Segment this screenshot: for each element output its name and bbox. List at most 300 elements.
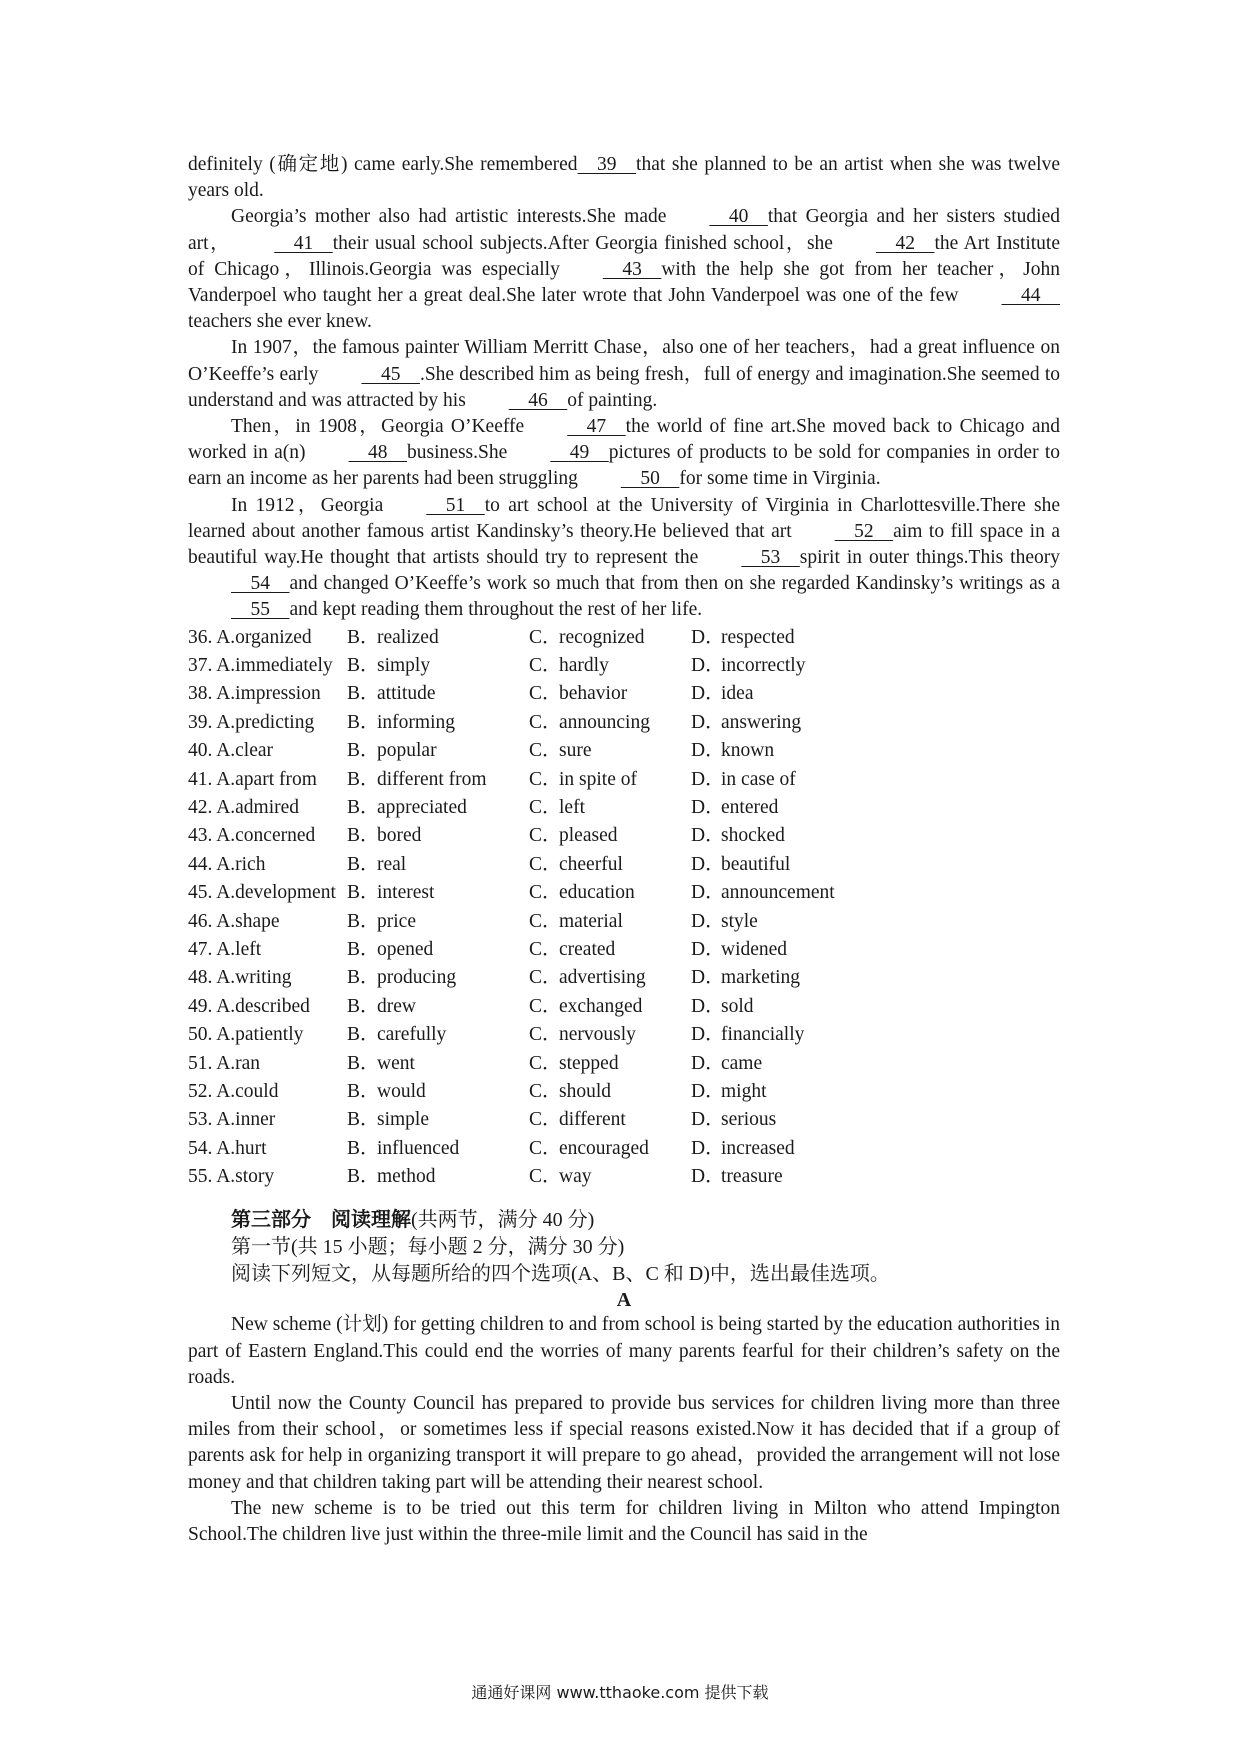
option-c [529, 737, 691, 765]
option-a-text: A.clear [216, 740, 274, 762]
option-b [343, 851, 529, 879]
cloze-text: pictures of products to be sold for companies in order to earn an income as her parents had been struggling [188, 442, 1060, 490]
option-c-text: nervously [559, 1024, 636, 1046]
option-b [343, 993, 529, 1021]
option-letter: C． [529, 626, 562, 648]
cloze-blank: 41 [274, 232, 333, 254]
option-d [691, 1050, 891, 1078]
section-title-bold: 第三部分 阅读理解 [231, 1209, 411, 1232]
option-a [188, 879, 343, 907]
option-letter: B． [347, 1137, 380, 1159]
option-letter: B． [347, 853, 380, 875]
question-number: 54. [188, 1137, 217, 1159]
option-a-text: A.described [216, 995, 310, 1017]
option-letter: B． [347, 797, 380, 818]
question-number: 39. [188, 711, 217, 733]
option-row [188, 822, 1060, 850]
option-d [691, 709, 891, 737]
question-number: 44. [188, 853, 217, 875]
option-letter: C． [529, 1052, 562, 1074]
option-c-text: sure [559, 740, 592, 762]
option-letter: D． [691, 683, 725, 705]
option-letter: D． [691, 626, 725, 648]
option-c-text: recognized [559, 626, 645, 648]
option-letter: C． [529, 797, 562, 818]
option-a-text: A.writing [216, 967, 292, 989]
option-letter: B． [347, 995, 380, 1017]
option-c [529, 1078, 691, 1106]
option-d-text: came [721, 1052, 763, 1074]
cloze-text: their usual school subjects.After Georgia finished school，she [332, 232, 833, 254]
option-letter: B． [347, 1024, 380, 1046]
option-c-text: cheerful [559, 853, 623, 875]
cloze-text: and changed O’Keeffe’s work so much that from then on she regarded Kandinsky’s writings as a [289, 573, 1060, 595]
option-letter: D． [691, 740, 725, 762]
option-c-text: stepped [559, 1052, 619, 1074]
option-b [343, 936, 529, 964]
option-b-text: attitude [377, 683, 436, 705]
option-c [529, 794, 691, 822]
cloze-text: business.She [407, 442, 508, 464]
option-c-text: encouraged [559, 1137, 649, 1159]
option-a [188, 794, 343, 822]
option-letter: D． [691, 967, 725, 989]
option-row [188, 624, 1060, 652]
question-number: 41. [188, 768, 217, 790]
option-row [188, 993, 1060, 1021]
option-b [343, 1021, 529, 1049]
option-c [529, 822, 691, 850]
option-c-text: created [559, 938, 616, 960]
option-d [691, 794, 891, 822]
option-d-text: sold [721, 995, 754, 1017]
cloze-text: aim to fill space in a beautiful way.He thought that artists should try to represent the [188, 520, 1060, 569]
cloze-blank: 39 [577, 154, 637, 175]
option-a-text: A.left [216, 938, 262, 960]
question-number: 46. [188, 910, 217, 932]
option-letter: B． [347, 910, 380, 932]
option-letter: C． [529, 768, 562, 790]
option-a-text: A.organized [216, 626, 312, 648]
option-letter: D． [691, 882, 725, 904]
option-d [691, 879, 891, 907]
option-row [188, 1021, 1060, 1049]
passage-a-paragraph: The new scheme is to be tried out this term for children living in Milton who attend Impington School.The children live just within the three-mile limit and the Council has said in the [188, 1497, 1060, 1546]
cloze-blank: 47 [567, 416, 626, 438]
option-c [529, 851, 691, 879]
option-c-text: in spite of [559, 768, 637, 790]
option-letter: C． [529, 967, 562, 989]
cloze-paragraph [188, 152, 1060, 204]
option-b-text: influenced [377, 1137, 460, 1159]
option-d [691, 1106, 891, 1134]
cloze-blank: 51 [426, 494, 485, 516]
option-b-text: producing [377, 967, 457, 989]
option-a [188, 822, 343, 850]
option-c [529, 652, 691, 680]
option-d [691, 766, 891, 794]
option-d [691, 652, 891, 680]
cloze-text: teachers she ever knew. [188, 311, 372, 333]
option-letter: C． [529, 711, 562, 733]
option-d [691, 993, 891, 1021]
option-a-text: A.ran [216, 1052, 261, 1074]
option-c [529, 1135, 691, 1163]
cloze-blank: 45 [361, 363, 420, 385]
page-footer: 通通好课网 www.tthaoke.com 提供下载 [471, 1683, 769, 1702]
option-letter: D． [691, 1109, 725, 1131]
option-c [529, 993, 691, 1021]
question-number: 53. [188, 1109, 217, 1131]
cloze-text: spirit in outer things.This theory [799, 547, 1060, 569]
cloze-paragraph [188, 335, 1060, 414]
option-c-text: material [559, 910, 623, 932]
cloze-blank: 55 [231, 599, 290, 621]
option-b-text: drew [377, 995, 416, 1017]
option-letter: B． [347, 1109, 380, 1131]
cloze-text: to art school at the University of Virginia in Charlottesville.There she learned about another famous artist Kandinsky’s theory.He believed that art [188, 494, 1060, 542]
option-b-text: opened [377, 938, 434, 960]
question-number: 48. [188, 967, 217, 989]
cloze-text: .She described him as being fresh，full of energy and imagination.She seemed to understand and was attracted by his [188, 363, 1060, 411]
option-b [343, 1163, 529, 1191]
option-c-text: left [559, 797, 585, 818]
option-letter: C． [529, 938, 562, 960]
option-row [188, 1106, 1060, 1134]
option-a [188, 1135, 343, 1163]
option-row [188, 709, 1060, 737]
option-b [343, 680, 529, 708]
option-row [188, 964, 1060, 992]
section-subtitle: 第一节(共 15 小题；每小题 2 分，满分 30 分) [231, 1236, 625, 1259]
option-letter: B． [347, 938, 380, 960]
option-a-text: A.apart from [216, 768, 317, 790]
option-d-text: incorrectly [721, 655, 806, 677]
cloze-text: definitely (确定地) came early.She remembered [188, 154, 578, 175]
option-c-text: pleased [559, 825, 618, 847]
option-row [188, 652, 1060, 680]
option-letter: D． [691, 1137, 725, 1159]
option-b-text: interest [377, 882, 435, 904]
question-number: 42. [188, 797, 217, 818]
option-a-text: A.shape [216, 910, 280, 932]
cloze-passage [188, 152, 1060, 624]
option-letter: C． [529, 655, 562, 677]
option-b [343, 766, 529, 794]
option-d-text: might [721, 1080, 767, 1102]
option-c-text: behavior [559, 683, 628, 705]
option-a [188, 993, 343, 1021]
option-row [188, 680, 1060, 708]
option-letter: D． [691, 1080, 725, 1102]
cloze-paragraph [188, 204, 1060, 335]
option-letter: C． [529, 910, 562, 932]
passage-a [188, 1312, 1060, 1548]
option-d-text: increased [721, 1137, 795, 1159]
option-row [188, 936, 1060, 964]
question-number: 51. [188, 1052, 217, 1074]
question-number: 50. [188, 1024, 217, 1046]
option-b-text: real [377, 853, 407, 875]
option-row [188, 1050, 1060, 1078]
option-b-text: method [377, 1166, 436, 1188]
question-number: 45. [188, 882, 217, 904]
option-letter: C． [529, 1024, 562, 1046]
option-letter: C． [529, 740, 562, 762]
option-letter: B． [347, 1080, 380, 1102]
option-a [188, 680, 343, 708]
option-c [529, 1050, 691, 1078]
option-a-text: A.inner [216, 1109, 276, 1131]
option-a-text: A.development [216, 882, 336, 904]
cloze-blank: 44 [1001, 285, 1060, 307]
option-d-text: beautiful [721, 853, 791, 875]
option-d [691, 964, 891, 992]
option-row [188, 794, 1060, 822]
option-row [188, 766, 1060, 794]
option-letter: C． [529, 853, 562, 875]
option-c-text: way [559, 1166, 592, 1188]
cloze-blank: 50 [620, 468, 680, 490]
option-row [188, 1078, 1060, 1106]
option-letter: C． [529, 683, 562, 705]
question-number: 47. [188, 938, 217, 960]
option-d [691, 680, 891, 708]
option-a-text: A.hurt [216, 1137, 267, 1159]
option-row [188, 1163, 1060, 1191]
option-row [188, 851, 1060, 879]
option-b [343, 737, 529, 765]
document-page [188, 152, 1060, 1548]
option-b-text: price [377, 910, 416, 932]
cloze-text: with the help she got from her teacher，John Vanderpoel who taught her a great deal.She later wrote that John Vanderpoel was one of the few [188, 258, 1060, 307]
option-a [188, 624, 343, 652]
option-letter: B． [347, 1052, 380, 1074]
cloze-blank: 48 [348, 442, 408, 464]
option-letter: D． [691, 853, 725, 875]
cloze-text: the world of fine art.She moved back to Chicago and worked in a(n) [188, 416, 1060, 464]
option-d-text: shocked [721, 825, 785, 847]
option-c-text: advertising [559, 967, 646, 989]
option-d [691, 936, 891, 964]
cloze-blank: 42 [875, 232, 935, 254]
option-a [188, 1078, 343, 1106]
option-letter: C． [529, 995, 562, 1017]
option-c [529, 1163, 691, 1191]
cloze-blank: 52 [834, 520, 894, 542]
option-b-text: bored [377, 825, 422, 847]
option-letter: D． [691, 1166, 725, 1188]
cloze-text: Georgia’s mother also had artistic interests.She made [231, 206, 667, 228]
option-b-text: appreciated [377, 797, 467, 818]
option-letter: D． [691, 995, 725, 1017]
option-letter: D． [691, 938, 725, 960]
option-a [188, 936, 343, 964]
option-c-text: should [559, 1080, 612, 1102]
option-d-text: entered [721, 797, 779, 818]
option-letter: B． [347, 683, 380, 705]
cloze-text: of painting. [567, 389, 658, 411]
option-d-text: respected [721, 626, 795, 648]
option-b-text: different from [377, 768, 487, 790]
option-a [188, 652, 343, 680]
option-letter: B． [347, 1166, 380, 1188]
option-c [529, 936, 691, 964]
option-letter: C． [529, 882, 562, 904]
option-d-text: financially [721, 1024, 805, 1046]
cloze-blank: 40 [709, 206, 768, 228]
cloze-text: In 1907，the famous painter William Merritt Chase，also one of her teachers，had a great influence on O’Keeffe’s early [188, 337, 1060, 385]
option-b-text: realized [377, 626, 439, 648]
option-letter: D． [691, 797, 725, 818]
option-d [691, 822, 891, 850]
question-number: 40. [188, 740, 217, 762]
section-three [188, 1207, 1060, 1312]
cloze-blank: 43 [602, 258, 662, 280]
option-a-text: A.concerned [216, 825, 316, 847]
cloze-blank: 54 [231, 573, 290, 595]
option-c-text: different [559, 1109, 626, 1131]
option-d-text: known [721, 740, 775, 762]
option-d-text: treasure [721, 1166, 783, 1188]
option-c [529, 964, 691, 992]
passage-a-paragraph: New scheme (计划) for getting children to and from school is being started by the education authorities in part of Eastern England.This could end the worries of many parents fearful for their children’s safety on the roads. [188, 1314, 1060, 1388]
cloze-text: and kept reading them throughout the rest of her life. [289, 599, 703, 621]
option-letter: C． [529, 825, 562, 847]
question-number: 37. [188, 655, 217, 677]
option-c-text: announcing [559, 711, 650, 733]
option-a-text: A.story [216, 1166, 275, 1188]
option-b [343, 652, 529, 680]
option-c [529, 1106, 691, 1134]
option-b-text: informing [377, 711, 455, 733]
option-letter: B． [347, 711, 380, 733]
option-letter: B． [347, 655, 380, 677]
option-c-text: education [559, 882, 635, 904]
option-letter: C． [529, 1137, 562, 1159]
option-b [343, 1078, 529, 1106]
option-d-text: marketing [721, 967, 801, 989]
option-letter: D． [691, 711, 725, 733]
option-letter: C． [529, 1080, 562, 1102]
passage-heading: A [616, 1289, 632, 1312]
option-b-text: carefully [377, 1024, 447, 1046]
option-d-text: idea [721, 683, 754, 705]
option-a-text: A.admired [216, 797, 300, 818]
option-c [529, 1021, 691, 1049]
cloze-text: Then，in 1908，Georgia O’Keeffe [231, 416, 525, 438]
question-number: 55. [188, 1166, 217, 1188]
option-a [188, 1163, 343, 1191]
option-letter: D． [691, 1024, 725, 1046]
option-b-text: went [377, 1052, 415, 1074]
option-d [691, 1135, 891, 1163]
option-b-text: simply [377, 655, 431, 677]
option-c [529, 709, 691, 737]
option-c-text: exchanged [559, 995, 643, 1017]
option-c [529, 624, 691, 652]
option-letter: D． [691, 1052, 725, 1074]
cloze-paragraph [188, 414, 1060, 493]
option-letter: D． [691, 910, 725, 932]
option-letter: B． [347, 626, 380, 648]
cloze-text: that Georgia and her sisters studied art， [188, 206, 1060, 254]
option-b [343, 794, 529, 822]
section-instruction: 阅读下列短文，从每题所给的四个选项(A、B、C 和 D)中，选出最佳选项。 [231, 1263, 890, 1286]
option-a [188, 964, 343, 992]
option-row [188, 737, 1060, 765]
option-d [691, 624, 891, 652]
cloze-blank: 53 [741, 547, 800, 569]
option-b [343, 624, 529, 652]
option-b [343, 964, 529, 992]
option-c-text: hardly [559, 655, 609, 677]
option-a-text: A.predicting [216, 711, 315, 733]
option-a-text: A.immediately [216, 655, 333, 677]
option-letter: B． [347, 882, 380, 904]
option-a [188, 1021, 343, 1049]
option-b-text: popular [377, 740, 437, 762]
option-letter: B． [347, 825, 380, 847]
option-d-text: widened [721, 938, 788, 960]
option-letter: C． [529, 1109, 562, 1131]
question-number: 38. [188, 683, 217, 705]
option-d-text: style [721, 910, 758, 932]
cloze-blank: 49 [550, 442, 609, 464]
passage-a-paragraph: Until now the County Council has prepared to provide bus services for children living more than three miles from their school，or sometimes less if special reasons existed.Now it has decided that if a group of parents ask for help in organizing transport it will prepare to go ahead，provided the arrangement will not lose money and that children taking part will be attending their nearest school. [188, 1393, 1060, 1493]
option-letter: D． [691, 825, 725, 847]
option-row [188, 879, 1060, 907]
option-d-text: serious [721, 1109, 777, 1131]
option-d-text: in case of [721, 768, 796, 790]
option-a [188, 709, 343, 737]
option-d [691, 908, 891, 936]
option-d [691, 1021, 891, 1049]
option-letter: D． [691, 655, 725, 677]
option-d [691, 1163, 891, 1191]
option-a [188, 851, 343, 879]
option-c [529, 766, 691, 794]
option-letter: B． [347, 768, 380, 790]
option-row [188, 908, 1060, 936]
option-a-text: A.patiently [216, 1024, 304, 1046]
option-row [188, 1135, 1060, 1163]
option-a [188, 1050, 343, 1078]
cloze-text: the Art Institute of Chicago，Illinois.Georgia was especially [188, 232, 1060, 280]
option-b [343, 822, 529, 850]
question-number: 49. [188, 995, 217, 1017]
option-b-text: simple [377, 1109, 429, 1131]
option-letter: B． [347, 967, 380, 989]
option-a [188, 737, 343, 765]
option-d-text: announcement [721, 882, 835, 904]
option-d [691, 851, 891, 879]
option-a-text: A.could [216, 1080, 279, 1102]
option-b [343, 1050, 529, 1078]
question-number: 36. [188, 626, 217, 648]
option-letter: C． [529, 1166, 562, 1188]
option-letter: D． [691, 768, 725, 790]
question-number: 52. [188, 1080, 217, 1102]
option-c [529, 680, 691, 708]
option-b [343, 908, 529, 936]
options-list [188, 624, 1060, 1192]
cloze-text: that she planned to be an artist when she was twelve years old. [188, 154, 1060, 202]
cloze-text: In 1912，Georgia [231, 494, 384, 516]
option-d [691, 737, 891, 765]
cloze-paragraph [188, 493, 1060, 624]
option-b [343, 709, 529, 737]
